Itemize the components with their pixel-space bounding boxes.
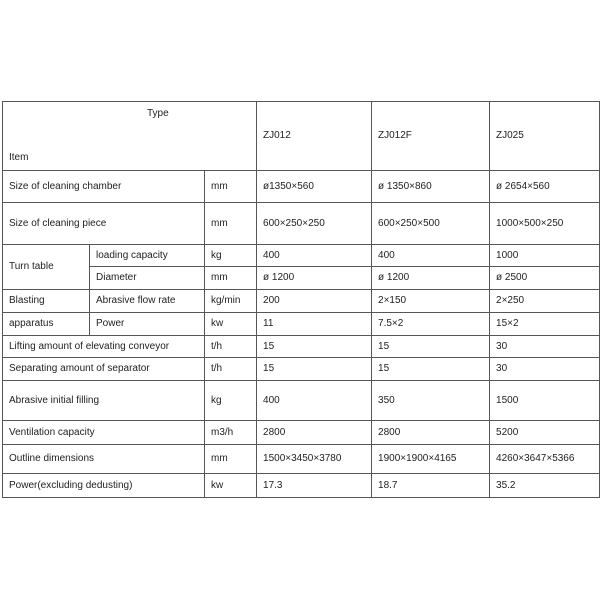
table-row bbox=[3, 445, 600, 474]
model-header-zj012: ZJ012 bbox=[257, 102, 372, 171]
cell-zj025: 1000×500×250 bbox=[490, 203, 600, 245]
row-label: Separating amount of separator bbox=[3, 358, 205, 381]
sub-row-label: Abrasive flow rate bbox=[90, 290, 205, 313]
sub-row-label: Power bbox=[90, 313, 205, 336]
table-row bbox=[3, 290, 600, 313]
row-label: Size of cleaning chamber bbox=[3, 171, 205, 203]
row-label: Outline dimensions bbox=[3, 445, 205, 474]
cell-zj012f: 1900×1900×4165 bbox=[372, 445, 490, 474]
model-header-zj012f: ZJ012F bbox=[372, 102, 490, 171]
cell-zj025: 4260×3647×5366 bbox=[490, 445, 600, 474]
row-unit: m3/h bbox=[205, 421, 257, 445]
table-row bbox=[3, 358, 600, 381]
spec-table bbox=[2, 101, 600, 498]
cell-zj012: 15 bbox=[257, 358, 372, 381]
cell-zj025: 35.2 bbox=[490, 474, 600, 498]
cell-zj012: 11 bbox=[257, 313, 372, 336]
cell-zj025: 5200 bbox=[490, 421, 600, 445]
header-row bbox=[3, 102, 600, 171]
cell-zj025: 30 bbox=[490, 358, 600, 381]
table-row bbox=[3, 171, 600, 203]
row-unit: kw bbox=[205, 474, 257, 498]
row-label: Lifting amount of elevating conveyor bbox=[3, 336, 205, 358]
cell-zj012: 17.3 bbox=[257, 474, 372, 498]
cell-zj012: 400 bbox=[257, 245, 372, 267]
cell-zj012f: 400 bbox=[372, 245, 490, 267]
cell-zj025: ø 2500 bbox=[490, 267, 600, 290]
table-row bbox=[3, 203, 600, 245]
cell-zj025: ø 2654×560 bbox=[490, 171, 600, 203]
cell-zj025: 1500 bbox=[490, 381, 600, 421]
cell-zj012f: 2×150 bbox=[372, 290, 490, 313]
cell-zj012f: 18.7 bbox=[372, 474, 490, 498]
row-unit: mm bbox=[205, 445, 257, 474]
model-header-zj025: ZJ025 bbox=[490, 102, 600, 171]
row-unit: kg/min bbox=[205, 290, 257, 313]
cell-zj012: ø 1200 bbox=[257, 267, 372, 290]
table-row bbox=[3, 381, 600, 421]
table-row bbox=[3, 245, 600, 267]
row-unit: kw bbox=[205, 313, 257, 336]
cell-zj012f: 600×250×500 bbox=[372, 203, 490, 245]
table-row bbox=[3, 474, 600, 498]
table-row bbox=[3, 313, 600, 336]
cell-zj012: 400 bbox=[257, 381, 372, 421]
row-label: Size of cleaning piece bbox=[3, 203, 205, 245]
type-item-header-cell bbox=[3, 102, 257, 171]
row-unit: kg bbox=[205, 245, 257, 267]
row-unit: kg bbox=[205, 381, 257, 421]
table-row bbox=[3, 421, 600, 445]
row-unit: mm bbox=[205, 267, 257, 290]
cell-zj012: ø1350×560 bbox=[257, 171, 372, 203]
cell-zj012f: ø 1200 bbox=[372, 267, 490, 290]
cell-zj012: 15 bbox=[257, 336, 372, 358]
cell-zj012f: 7.5×2 bbox=[372, 313, 490, 336]
item-header-label: Item bbox=[9, 152, 29, 163]
row-label: Ventilation capacity bbox=[3, 421, 205, 445]
group-label-turn-table: Turn table bbox=[3, 245, 90, 290]
row-unit: mm bbox=[205, 203, 257, 245]
cell-zj025: 2×250 bbox=[490, 290, 600, 313]
cell-zj012: 2800 bbox=[257, 421, 372, 445]
row-label: Power(excluding dedusting) bbox=[3, 474, 205, 498]
table-row bbox=[3, 267, 600, 290]
cell-zj012: 600×250×250 bbox=[257, 203, 372, 245]
cell-zj012f: 15 bbox=[372, 336, 490, 358]
cell-zj025: 15×2 bbox=[490, 313, 600, 336]
sub-row-label: Diameter bbox=[90, 267, 205, 290]
cell-zj012: 1500×3450×3780 bbox=[257, 445, 372, 474]
row-unit: t/h bbox=[205, 358, 257, 381]
group-label-apparatus: apparatus bbox=[3, 313, 90, 336]
cell-zj012f: 350 bbox=[372, 381, 490, 421]
cell-zj025: 1000 bbox=[490, 245, 600, 267]
cell-zj012f: ø 1350×860 bbox=[372, 171, 490, 203]
cell-zj012: 200 bbox=[257, 290, 372, 313]
sub-row-label: loading capacity bbox=[90, 245, 205, 267]
group-label-blasting: Blasting bbox=[3, 290, 90, 313]
table-row bbox=[3, 336, 600, 358]
cell-zj025: 30 bbox=[490, 336, 600, 358]
cell-zj012f: 2800 bbox=[372, 421, 490, 445]
type-header-label: Type bbox=[147, 108, 169, 119]
row-unit: t/h bbox=[205, 336, 257, 358]
row-unit: mm bbox=[205, 171, 257, 203]
row-label: Abrasive initial filling bbox=[3, 381, 205, 421]
cell-zj012f: 15 bbox=[372, 358, 490, 381]
